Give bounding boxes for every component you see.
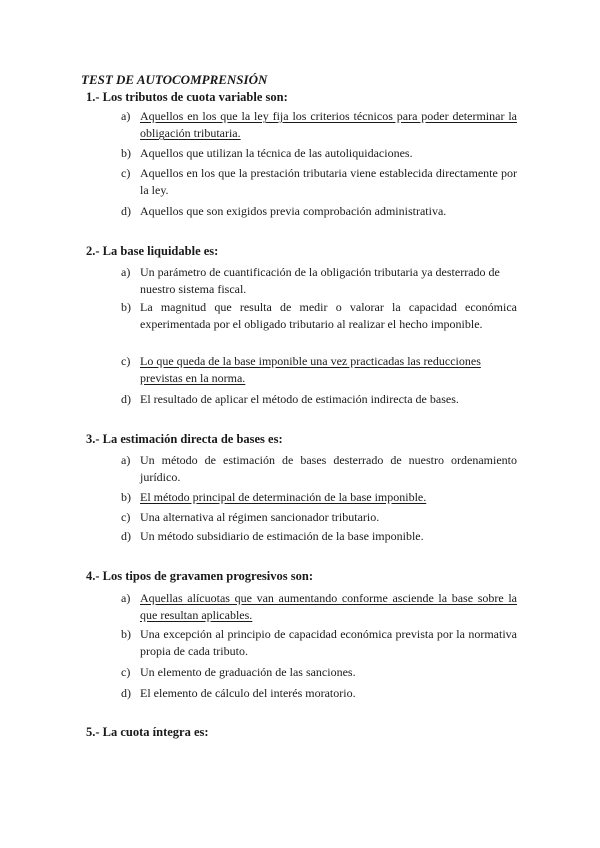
question-4-option-c (121, 664, 517, 681)
question-3-option-d (121, 528, 517, 545)
option-letter: c) (121, 665, 131, 679)
question-1-title: 1.- Los tributos de cuota variable son: (86, 90, 288, 104)
option-letter: b) (121, 627, 131, 641)
option-letter: c) (121, 166, 131, 180)
question-4-title: 4.- Los tipos de gravamen progresivos son: (86, 569, 313, 583)
question-2-title: 2.- La base liquidable es: (86, 244, 219, 258)
option-letter: b) (121, 146, 131, 160)
question-4-option-d (121, 685, 517, 702)
question-1-option-d (121, 203, 517, 220)
option-letter: d) (121, 204, 131, 218)
option-text-correct: Aquellas alícuotas que van aumentando conforme asciende la base sobre la que resultan aplicables. (140, 591, 517, 622)
option-text: Un método subsidiario de estimación de la base imponible. (140, 529, 424, 543)
question-1-option-a (121, 108, 517, 142)
option-letter: a) (121, 109, 131, 123)
question-2-option-d (121, 391, 517, 408)
option-letter: d) (121, 529, 131, 543)
option-text: Una alternativa al régimen sancionador tributario. (140, 510, 380, 524)
question-3-title: 3.- La estimación directa de bases es: (86, 432, 283, 446)
option-text: El elemento de cálculo del interés moratorio. (140, 686, 356, 700)
option-text: Aquellos en los que la prestación tributaria viene establecida directamente por la ley. (140, 166, 517, 197)
question-2-option-b (121, 299, 517, 333)
question-1-option-c (121, 165, 517, 199)
option-text: El resultado de aplicar el método de estimación indirecta de bases. (140, 392, 459, 406)
question-3-option-b (121, 489, 517, 506)
question-1-option-b (121, 145, 517, 162)
option-letter: c) (121, 510, 131, 524)
option-letter: b) (121, 300, 131, 314)
option-text-correct: Lo que queda de la base imponible una vez practicadas las reducciones previstas en la norma. (140, 354, 481, 385)
question-4-option-b (121, 626, 517, 660)
option-text: Un elemento de graduación de las sanciones. (140, 665, 356, 679)
question-4-option-a (121, 590, 517, 624)
option-letter: b) (121, 490, 131, 504)
question-2-option-c (121, 353, 517, 387)
option-letter: a) (121, 453, 131, 467)
option-letter: a) (121, 591, 131, 605)
question-3-option-a (121, 452, 517, 486)
question-5-title: 5.- La cuota íntegra es: (86, 725, 209, 739)
option-text-correct: Aquellos en los que la ley fija los criterios técnicos para poder determinar la obligación tributaria. (140, 109, 517, 140)
option-letter: d) (121, 392, 131, 406)
page-title: TEST DE AUTOCOMPRENSIÓN (81, 72, 268, 87)
option-letter: c) (121, 354, 131, 368)
option-text-correct: El método principal de determinación de la base imponible. (140, 490, 427, 504)
option-text: Un método de estimación de bases desterrado de nuestro ordenamiento jurídico. (140, 453, 517, 484)
question-2-option-a (121, 264, 517, 298)
option-text: Aquellos que son exigidos previa comprobación administrativa. (140, 204, 447, 218)
question-3-option-c (121, 509, 517, 526)
option-letter: a) (121, 265, 131, 279)
option-text: Un parámetro de cuantificación de la obligación tributaria ya desterrado de nuestro sistema fiscal. (140, 265, 500, 296)
option-text: Una excepción al principio de capacidad económica prevista por la normativa propia de cada tributo. (140, 627, 517, 658)
option-text: La magnitud que resulta de medir o valorar la capacidad económica experimentada por el obligado tributario al realizar el hecho imponible. (140, 300, 517, 331)
option-text: Aquellos que utilizan la técnica de las autoliquidaciones. (140, 146, 413, 160)
option-letter: d) (121, 686, 131, 700)
